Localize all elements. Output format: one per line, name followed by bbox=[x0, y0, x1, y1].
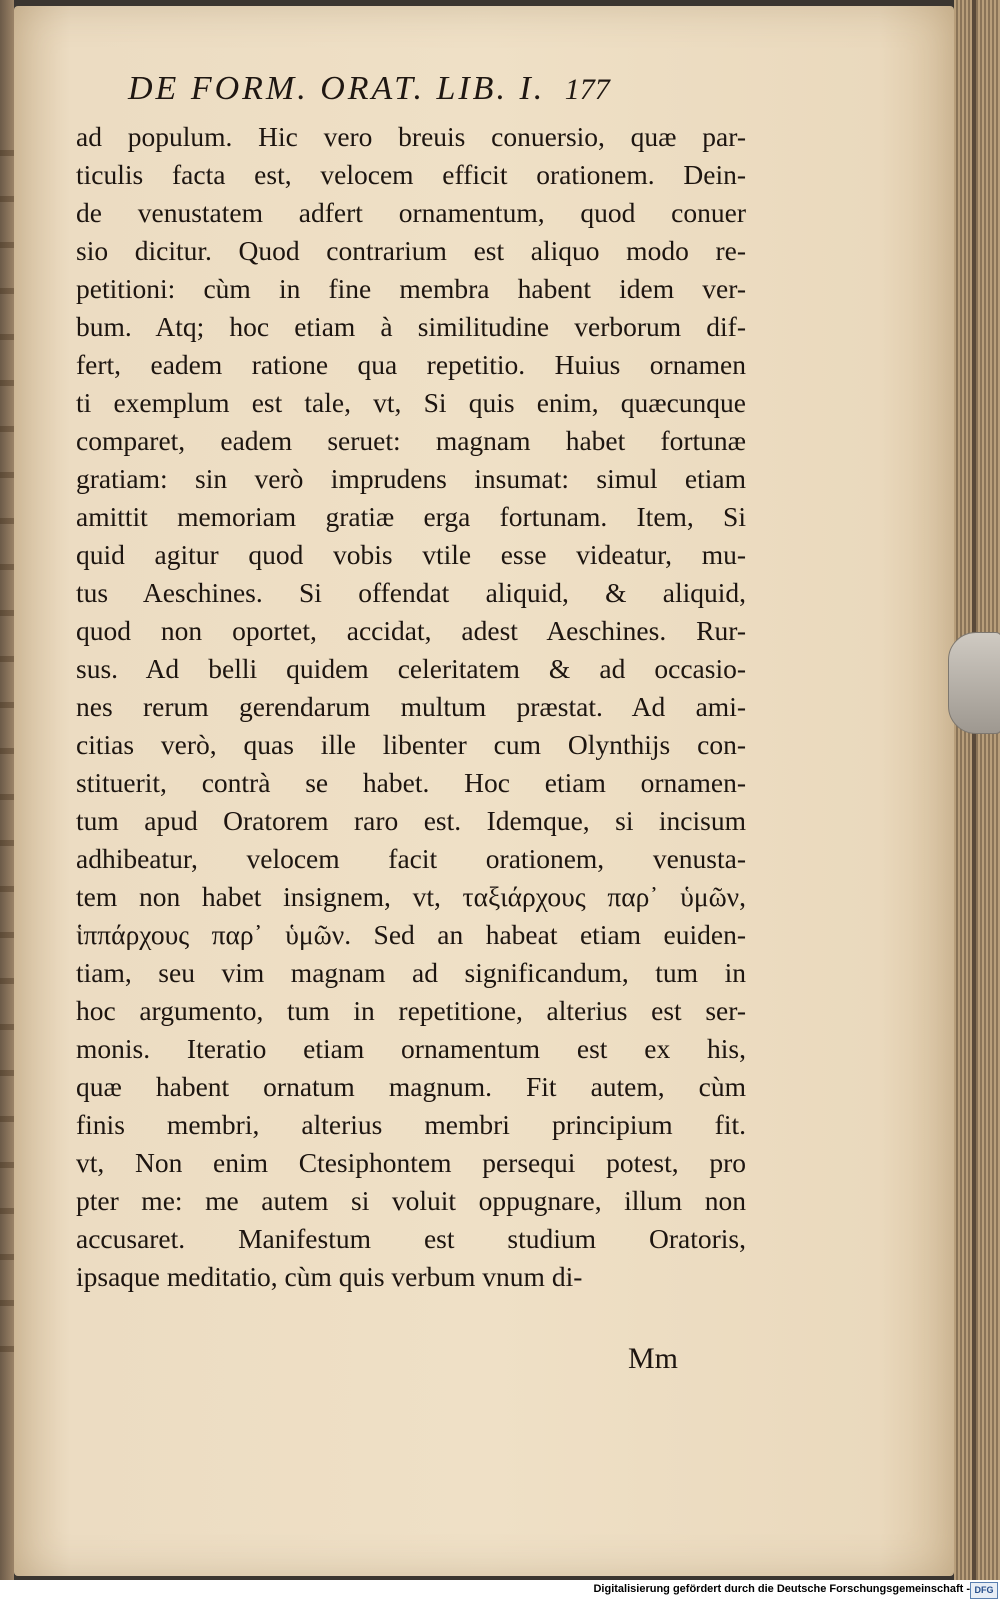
running-title: DE FORM. ORAT. LIB. I. bbox=[128, 70, 546, 107]
dfg-logo: DFG bbox=[970, 1582, 998, 1599]
binding-shadow bbox=[0, 110, 14, 1390]
text-line: tus Aeschines. Si offendat aliquid, & aliquid, bbox=[76, 577, 746, 608]
text-line: tiam, seu vim magnam ad significandum, tum in bbox=[76, 957, 746, 988]
text-line: tum apud Oratorem raro est. Idemque, si incisum bbox=[76, 805, 746, 836]
text-line: ad populum. Hic vero breuis conuersio, quæ par- bbox=[76, 121, 746, 152]
text-line: bum. Atq; hoc etiam à similitudine verborum dif- bbox=[76, 311, 746, 342]
catchword: Mm bbox=[628, 1342, 679, 1375]
text-line: fert, eadem ratione qua repetitio. Huius ornamen bbox=[76, 349, 746, 380]
text-line: sus. Ad belli quidem celeritatem & ad occasio- bbox=[76, 653, 746, 684]
text-line: gratiam: sin verò imprudens insumat: simul etiam bbox=[76, 463, 746, 494]
page-stack-edge bbox=[954, 0, 1000, 1600]
text-line: ti exemplum est tale, vt, Si quis enim, quæcunque bbox=[76, 387, 746, 418]
text-line: quæ habent ornatum magnum. Fit autem, cùm bbox=[76, 1071, 746, 1102]
text-line: stituerit, contrà se habet. Hoc etiam ornamen- bbox=[76, 767, 746, 798]
text-line: hoc argumento, tum in repetitione, alterius est ser- bbox=[76, 995, 746, 1026]
text-line: ipsaque meditatio, cùm quis verbum vnum di- bbox=[76, 1261, 583, 1292]
text-line: vt, Non enim Ctesiphontem persequi potest, pro bbox=[76, 1147, 746, 1178]
text-line: sio dicitur. Quod contrarium est aliquo modo re- bbox=[76, 235, 746, 266]
footer-credit: Digitalisierung gefördert durch die Deutsche Forschungsgemeinschaft - bbox=[593, 1583, 970, 1595]
text-line: pter me: me autem si voluit oppugnare, illum non bbox=[76, 1185, 746, 1216]
text-line: quod non oportet, accidat, adest Aeschines. Rur- bbox=[76, 615, 746, 646]
text-line: monis. Iteratio etiam ornamentum est ex his, bbox=[76, 1033, 746, 1064]
text-line: finis membri, alterius membri principium fit. bbox=[76, 1109, 746, 1140]
text-line: de venustatem adfert ornamentum, quod conuer bbox=[76, 197, 746, 228]
text-line: citias verò, quas ille libenter cum Olynthijs con- bbox=[76, 729, 746, 760]
text-line: amittit memoriam gratiæ erga fortunam. Item, Si bbox=[76, 501, 746, 532]
text-line: comparet, eadem seruet: magnam habet fortunæ bbox=[76, 425, 746, 456]
text-line: petitioni: cùm in fine membra habent idem ver- bbox=[76, 273, 746, 304]
text-line: accusaret. Manifestum est studium Oratoris, bbox=[76, 1223, 746, 1254]
page-clip bbox=[948, 632, 1000, 734]
text-line: ticulis facta est, velocem efficit orationem. Dein- bbox=[76, 159, 746, 190]
text-line: quid agitur quod vobis vtile esse videatur, mu- bbox=[76, 539, 746, 570]
text-line: tem non habet insignem, vt, ταξιάρχους παρ᾽ ὑμῶν, bbox=[76, 881, 746, 912]
body-text bbox=[76, 118, 746, 1296]
text-line: nes rerum gerendarum multum præstat. Ad ami- bbox=[76, 691, 746, 722]
running-head bbox=[128, 70, 728, 116]
text-line: adhibeatur, velocem facit orationem, venusta- bbox=[76, 843, 746, 874]
text-line: ἱππάρχους παρ᾽ ὑμῶν. Sed an habeat etiam euiden- bbox=[76, 919, 746, 950]
page-number: 177 bbox=[564, 73, 610, 106]
